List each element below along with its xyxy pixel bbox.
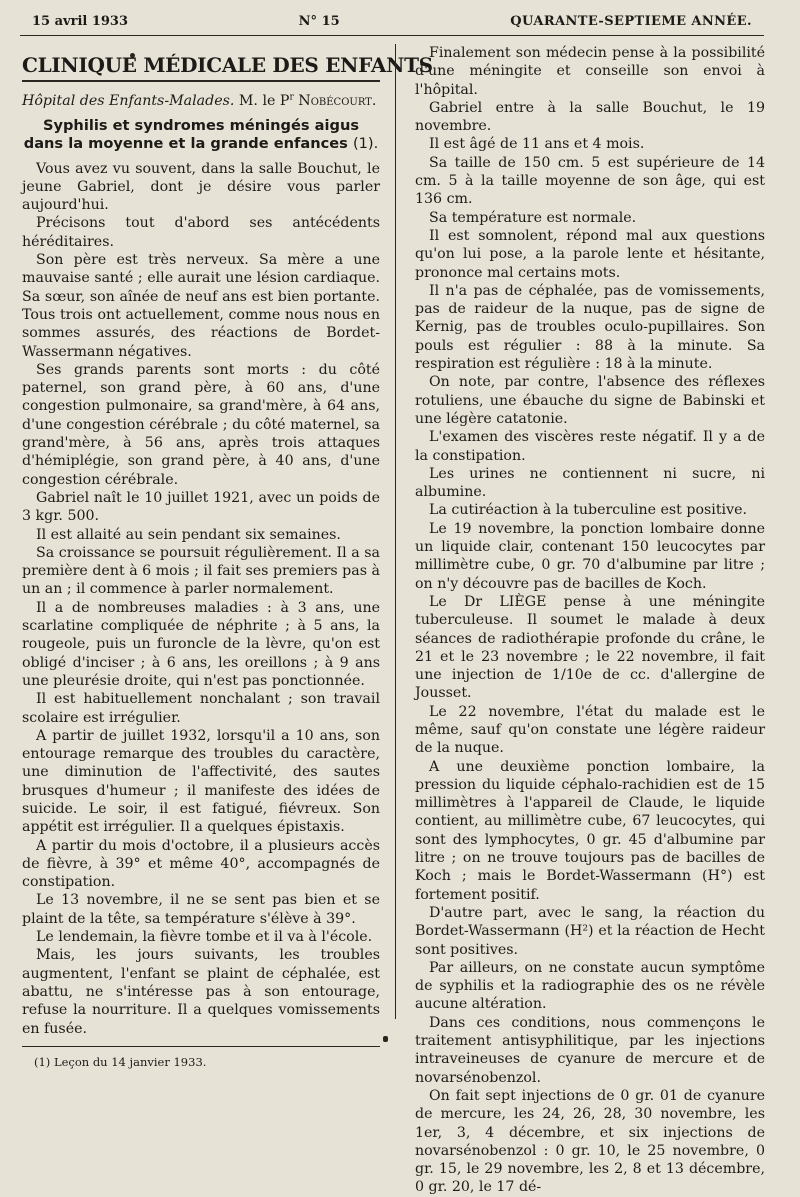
paragraph: L'examen des viscères reste négatif. Il y a de la constipation. xyxy=(415,429,765,464)
lesson-subtitle xyxy=(22,117,380,153)
paragraph: Gabriel entre à la salle Bouchut, le 19 novembre. xyxy=(415,99,765,135)
paragraph: A partir de juillet 1932, lorsqu'il a 10 ans, son entourage remarque des troubles du caractère, une diminution de l'affectivité, des sautes brusques d'humeur ; il manifeste des idées de suicide. Le soir, il est fatigué, fiévreux. Son appétit est irrégulier. Il a quelques épistaxis. xyxy=(22,727,380,836)
paragraph: Précisons tout d'abord ses antécédents héréditaires. xyxy=(22,215,380,250)
paragraph: Les urines ne contiennent ni sucre, ni albumine. xyxy=(415,465,765,501)
paragraph: A une deuxième ponction lombaire, la pression du liquide céphalo-rachidien est de 15 millimètres à l'appareil de Claude, le liquide contient, au millimètre cube, 67 leucocytes, qui sont des lymphocytes, 0 gr. 45 d'albumine par litre ; on ne trouve toujours pas de bacilles de Koch ; mais le Bordet-Wassermann (H°) est fortement positif. xyxy=(415,758,765,903)
paragraph: Sa température est normale. xyxy=(429,209,637,226)
column-divider xyxy=(395,44,396,1019)
paragraph: On fait sept injections de 0 gr. 01 de cyanure de mercure, les 24, 26, 28, 30 novembre, les 1er, 3, 4 décembre, et six injections de novarsénobenzol : 0 gr. 10, le 25 novembre, 0 gr. 15, le 29 novembre, les 2, 8 et 13 décembre, 0 gr. 20, le 17 dé- xyxy=(415,1087,765,1196)
footnote-rule xyxy=(22,1046,380,1047)
article-title: CLINIQUE MÉDICALE DES ENFANTS xyxy=(22,53,433,77)
issue-number: N° 15 xyxy=(298,14,340,29)
issue-year: QUARANTE-SEPTIEME ANNÉE. xyxy=(510,14,752,29)
paragraph: Il est somnolent, répond mal aux questions qu'on lui pose, a la parole lente et hésitante, prononce mal certains mots. xyxy=(415,227,765,281)
right-column xyxy=(415,44,765,1197)
paragraph: Mais, les jours suivants, les troubles augmentent, l'enfant se plaint de céphalée, est abattu, ne s'intéresse pas à son entourage, refuse la nourriture. Il a quelques vomissements en fusée. xyxy=(22,947,380,1037)
hospital-name: Hôpital des Enfants-Malades. xyxy=(22,93,235,110)
paragraph: Le lendemain, la fièvre tombe et il va à l'école. xyxy=(36,929,373,946)
paragraph: Il est allaité au sein pendant six semaines. xyxy=(36,526,341,543)
left-body xyxy=(22,160,380,1038)
paragraph: La cutiréaction à la tuberculine est positive. xyxy=(429,502,747,519)
paragraph: A partir du mois d'octobre, il a plusieurs accès de fièvre, à 39° et même 40°, accompagnés de constipation. xyxy=(22,837,380,891)
professor-prefix: M. le P xyxy=(238,93,290,110)
paragraph: Il est habituellement nonchalant ; son travail scolaire est irrégulier. xyxy=(22,691,380,726)
title-rule xyxy=(22,80,380,82)
paragraph: Finalement son médecin pense à la possibilité d'une méningite et conseille son envoi à l'hôpital. xyxy=(415,45,765,98)
paragraph: Le Dr LIÈGE pense à une méningite tuberculeuse. Il soumet le malade à deux séances de radiothérapie profonde du crâne, le 21 et le 23 novembre ; le 22 novembre, il fait une injection de 1/10e de cc. d'allergine de Jousset. xyxy=(415,593,765,702)
paragraph: Vous avez vu souvent, dans la salle Bouchut, le jeune Gabriel, dont je désire vous parler aujourd'hui. xyxy=(22,160,380,214)
subtitle-line-1: Syphilis et syndromes méningés aigus xyxy=(42,116,360,134)
paragraph: Il a de nombreuses maladies : à 3 ans, une scarlatine compliquée de néphrite ; à 5 ans, la rougeole, puis un furoncle de la lèvre, qu'on est obligé d'inciser ; à 6 ans, les oreillons ; à 9 ans une pleurésie droite, qui n'est pas ponctionnée. xyxy=(22,599,380,689)
professor-name: Nobécourt. xyxy=(298,93,377,110)
ink-mark xyxy=(383,1036,388,1042)
paragraph: Par ailleurs, on ne constate aucun symptôme de syphilis et la radiographie des os ne révèle aucune altération. xyxy=(415,959,765,1013)
paragraph: Sa taille de 150 cm. 5 est supérieure de 14 cm. 5 à la taille moyenne de son âge, qui est 136 cm. xyxy=(415,154,765,208)
footnote: (1) Leçon du 14 janvier 1933. xyxy=(34,1054,207,1069)
subtitle-line-2: dans la moyenne et la grande enfances xyxy=(23,134,348,152)
left-column xyxy=(22,44,433,1071)
paragraph: Le 19 novembre, la ponction lombaire donne un liquide clair, contenant 150 leucocytes par millimètre cube, 0 gr. 70 d'albumine par litre ; on n'y découvre pas de bacilles de Koch. xyxy=(415,520,765,592)
paragraph: D'autre part, avec le sang, la réaction du Bordet-Wassermann (H²) et la réaction de Hecht sont positives. xyxy=(415,904,765,958)
paragraph: Dans ces conditions, nous commençons le traitement antisyphilitique, par les injections intraveineuses de cyanure de mercure et de novarsénobenzol. xyxy=(415,1014,765,1086)
issue-date: 15 avril 1933 xyxy=(32,14,129,29)
footnote-ref: (1). xyxy=(352,134,379,152)
paragraph: Le 13 novembre, il ne se sent pas bien et se plaint de la tête, sa température s'élève à 39°. xyxy=(22,892,380,927)
right-body xyxy=(415,44,765,1197)
page-header xyxy=(32,14,752,32)
paragraph: Sa croissance se poursuit régulièrement. Il a sa première dent à 6 mois ; il fait ses premiers pas à un an ; il commence à parler normalement. xyxy=(22,544,380,598)
paragraph: Son père est très nerveux. Sa mère a une mauvaise santé ; elle aurait une lésion cardiaque. Sa sœur, son aînée de neuf ans est bien portante. Tous trois ont actuellement, comme nous nous en sommes assurés, des réactions de Bordet-Wassermann négatives. xyxy=(22,252,380,360)
paragraph: Ses grands parents sont morts : du côté paternel, son grand père, à 60 ans, d'une congestion pulmonaire, sa grand'mère, à 64 ans, d'une congestion cérébrale ; du côté maternel, sa grand'mère, à 56 ans, après trois attaques d'hémiplégie, son grand père, à 40 ans, d'une congestion cérébrale. xyxy=(22,361,380,488)
header-rule xyxy=(20,35,764,36)
paragraph: On note, par contre, l'absence des réflexes rotuliens, une ébauche du signe de Babinski et une légère catatonie. xyxy=(415,374,765,427)
paragraph: Le 22 novembre, l'état du malade est le même, sauf qu'on constate une légère raideur de la nuque. xyxy=(415,703,765,757)
paragraph: Gabriel naît le 10 juillet 1921, avec un poids de 3 kgr. 500. xyxy=(22,489,380,525)
professor-sup: r xyxy=(289,92,294,103)
paragraph: Il est âgé de 11 ans et 4 mois. xyxy=(429,136,645,153)
hospital-line xyxy=(22,92,380,110)
paragraph: Il n'a pas de céphalée, pas de vomissements, pas de raideur de la nuque, pas de signe de Kernig, pas de troubles oculo-pupillaires. Son pouls est régulier : 88 à la minute. Sa respiration est régulière : 18 à la minute. xyxy=(415,282,765,373)
